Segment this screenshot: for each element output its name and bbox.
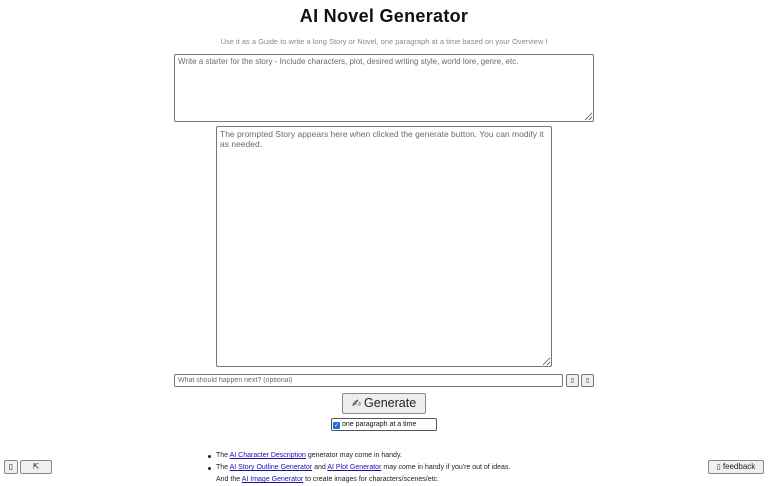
menu-toggle-button[interactable]: ▯ <box>4 460 18 474</box>
list-item: The AI Story Outline Generator and AI Plot Generator may come in handy if you're out of ideas. <box>216 462 510 474</box>
collapse-button[interactable] <box>20 460 52 474</box>
generate-button[interactable] <box>342 393 426 414</box>
story-output-textarea[interactable] <box>216 126 552 367</box>
one-paragraph-label: one paragraph at a time <box>342 421 417 428</box>
ai-plot-generator-link[interactable]: AI Plot Generator <box>327 464 382 471</box>
action-button-2[interactable]: ▯ <box>581 374 594 387</box>
generate-label: Generate <box>364 396 417 410</box>
collapse-arrow-icon: ⇱ <box>32 462 40 471</box>
feedback-button[interactable] <box>708 460 764 474</box>
page-title: AI Novel Generator <box>299 6 469 26</box>
one-paragraph-toggle[interactable] <box>331 418 437 431</box>
ai-image-generator-link[interactable]: AI Image Generator <box>241 476 304 483</box>
list-item: The AI Character Description generator may come in handy. <box>216 450 510 462</box>
ai-character-description-link[interactable]: AI Character Description <box>229 452 306 459</box>
checkbox-checked-icon[interactable]: ✓ <box>333 422 340 429</box>
tips-list <box>216 450 510 486</box>
next-event-input[interactable] <box>174 374 563 387</box>
feedback-label: feedback <box>722 462 756 471</box>
ai-story-outline-link[interactable]: AI Story Outline Generator <box>229 464 313 471</box>
story-starter-textarea[interactable] <box>174 54 594 122</box>
list-item: And the AI Image Generator to create images for characters/scenes/etc. <box>216 476 439 483</box>
pen-writing-icon: ✍ <box>351 397 362 410</box>
page-subtitle: Use it as a Guide to write a long Story or Novel, one paragraph at a time based on your Overview ! <box>220 37 548 46</box>
feedback-icon: ▯ <box>716 463 721 471</box>
action-button-1[interactable]: ▯ <box>566 374 579 387</box>
